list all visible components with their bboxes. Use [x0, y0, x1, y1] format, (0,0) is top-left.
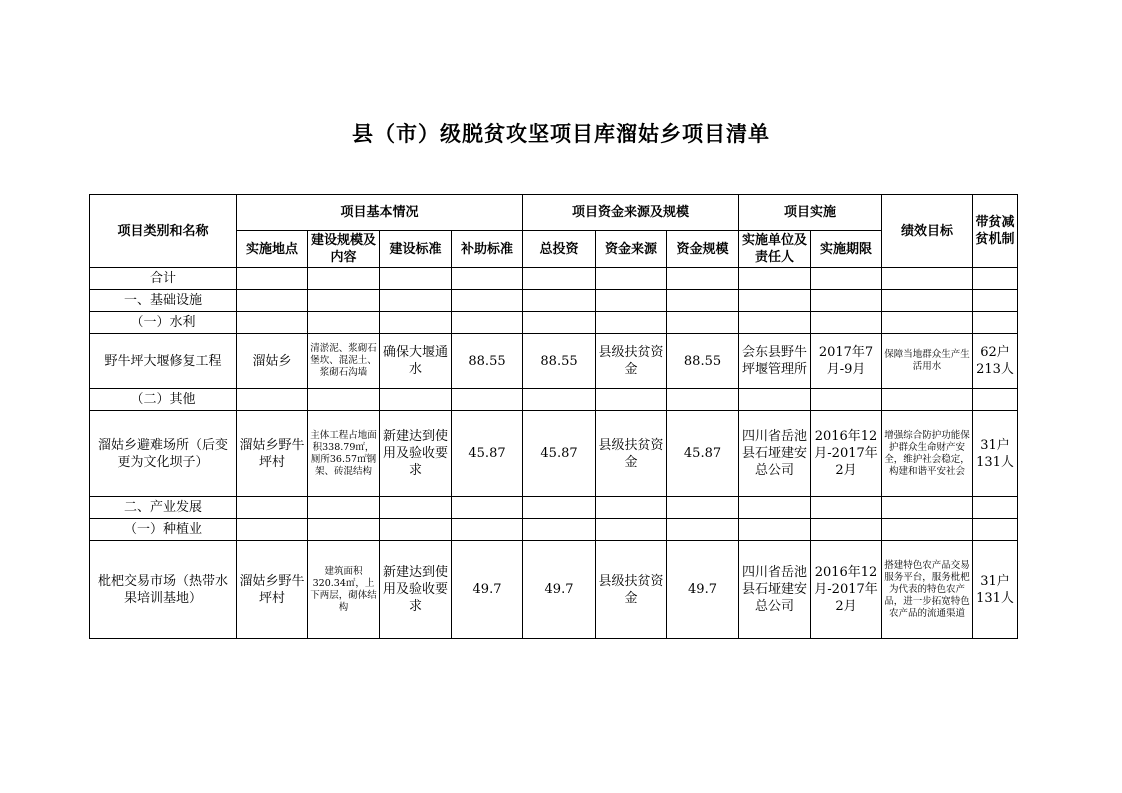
row-label: （二）其他	[90, 389, 237, 411]
table-row-subcategory	[90, 389, 1018, 411]
project-amount: 49.7	[667, 541, 739, 639]
project-total: 49.7	[523, 541, 596, 639]
project-unit: 会东县野牛坪堰管理所	[739, 334, 811, 389]
header-scale: 建设规模及内容	[308, 231, 380, 268]
project-unit: 四川省岳池县石垭建安总公司	[739, 541, 811, 639]
project-mechanism: 31户131人	[973, 411, 1018, 497]
row-label: 合计	[90, 268, 237, 290]
table-row-total	[90, 268, 1018, 290]
project-mechanism: 31户131人	[973, 541, 1018, 639]
project-location: 溜姑乡野牛坪村	[237, 541, 308, 639]
project-unit: 四川省岳池县石垭建安总公司	[739, 411, 811, 497]
page-title: 县（市）级脱贫攻坚项目库溜姑乡项目清单	[352, 122, 770, 146]
project-standard: 新建达到使用及验收要求	[380, 541, 452, 639]
project-total: 88.55	[523, 334, 596, 389]
header-name: 项目类别和名称	[90, 195, 237, 268]
project-total: 45.87	[523, 411, 596, 497]
header-amount: 资金规模	[667, 231, 739, 268]
table-row-project	[90, 411, 1018, 497]
project-location: 溜姑乡野牛坪村	[237, 411, 308, 497]
table-row-subcategory	[90, 519, 1018, 541]
project-table	[89, 194, 1018, 639]
project-goal: 增强综合防护功能保护群众生命财产安全，维护社会稳定，构建和谐平安社会	[882, 411, 973, 497]
table-row-project	[90, 334, 1018, 389]
project-standard: 新建达到使用及验收要求	[380, 411, 452, 497]
project-period: 2017年7月-9月	[811, 334, 882, 389]
header-implementation: 项目实施	[739, 195, 882, 231]
header-period: 实施期限	[811, 231, 882, 268]
project-source: 县级扶贫资金	[596, 541, 667, 639]
row-label: （一）水利	[90, 312, 237, 334]
table-row-category	[90, 290, 1018, 312]
header-basic: 项目基本情况	[237, 195, 523, 231]
header-total: 总投资	[523, 231, 596, 268]
project-period: 2016年12月-2017年2月	[811, 411, 882, 497]
project-amount: 88.55	[667, 334, 739, 389]
project-scale: 主体工程占地面积338.79㎡，厕所36.57㎡钢架、砖混结构	[308, 411, 380, 497]
project-source: 县级扶贫资金	[596, 334, 667, 389]
table-row-project	[90, 541, 1018, 639]
table-row-category	[90, 497, 1018, 519]
table-row-subcategory	[90, 312, 1018, 334]
project-goal: 搭建特色农产品交易服务平台，服务枇杷为代表的特色农产品，进一步拓宽特色农产品的流通渠道	[882, 541, 973, 639]
header-goal: 绩效目标	[882, 195, 973, 268]
project-subsidy: 45.87	[452, 411, 523, 497]
row-label: （一）种植业	[90, 519, 237, 541]
project-name: 溜姑乡避难场所（后变更为文化坝子）	[90, 411, 237, 497]
project-period: 2016年12月-2017年2月	[811, 541, 882, 639]
row-label: 一、基础设施	[90, 290, 237, 312]
row-label: 二、产业发展	[90, 497, 237, 519]
header-source: 资金来源	[596, 231, 667, 268]
project-name: 野牛坪大堰修复工程	[90, 334, 237, 389]
project-name: 枇杷交易市场（热带水果培训基地）	[90, 541, 237, 639]
header-subsidy: 补助标准	[452, 231, 523, 268]
project-amount: 45.87	[667, 411, 739, 497]
header-location: 实施地点	[237, 231, 308, 268]
header-standard: 建设标准	[380, 231, 452, 268]
project-standard: 确保大堰通水	[380, 334, 452, 389]
project-subsidy: 49.7	[452, 541, 523, 639]
header-mechanism: 带贫减贫机制	[973, 195, 1018, 268]
project-location: 溜姑乡	[237, 334, 308, 389]
project-goal: 保障当地群众生产生活用水	[882, 334, 973, 389]
header-unit: 实施单位及责任人	[739, 231, 811, 268]
project-subsidy: 88.55	[452, 334, 523, 389]
project-source: 县级扶贫资金	[596, 411, 667, 497]
project-scale: 建筑面积320.34㎡，上下两层，砌体结构	[308, 541, 380, 639]
project-mechanism: 62户213人	[973, 334, 1018, 389]
project-scale: 清淤泥、浆砌石堡坎、混泥土、浆砌石沟墙	[308, 334, 380, 389]
header-funding: 项目资金来源及规模	[523, 195, 739, 231]
